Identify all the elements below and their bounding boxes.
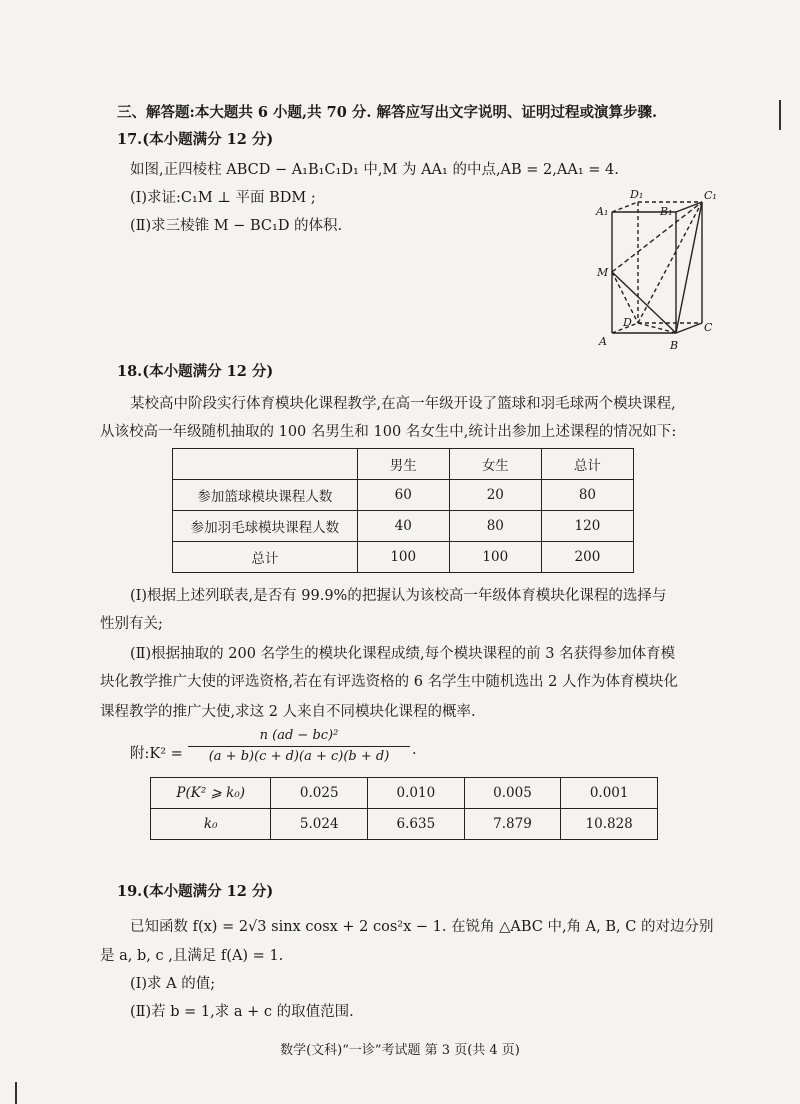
table-cell: 80 xyxy=(541,480,633,511)
label-c1: C₁ xyxy=(704,189,717,202)
label-c: C xyxy=(704,321,713,334)
formula-prefix: 附:K² = xyxy=(130,746,183,762)
label-b1: B₁ xyxy=(660,205,673,218)
label-m: M xyxy=(597,266,609,279)
fraction-bar xyxy=(188,746,410,747)
q18-part1-line1: (Ⅰ)根据上述列联表,是否有 99.9%的把握认为该校高一年级体育模块化课程的选择与 xyxy=(130,588,667,604)
label-d1: D₁ xyxy=(630,188,644,201)
q17-part2: (Ⅱ)求三棱锥 M − BC₁D 的体积. xyxy=(130,218,343,234)
table-cell: P(K² ⩾ k₀) xyxy=(151,778,271,809)
table-row xyxy=(173,511,634,542)
table-cell: 200 xyxy=(541,542,633,573)
table-cell: 60 xyxy=(357,480,449,511)
formula-denominator: (a + b)(c + d)(a + c)(b + d) xyxy=(208,749,390,764)
scan-edge-mark-top xyxy=(779,100,781,130)
table-cell: 5.024 xyxy=(271,809,368,840)
label-a: A xyxy=(599,335,607,348)
table-cell: 6.635 xyxy=(368,809,465,840)
table-cell: 10.828 xyxy=(561,809,658,840)
table-cell: 参加篮球模块课程人数 xyxy=(173,480,358,511)
q19-part1: (Ⅰ)求 A 的值; xyxy=(130,976,216,992)
q17-part1: (Ⅰ)求证:C₁M ⊥ 平面 BDM ; xyxy=(130,190,316,206)
q18-part1-line2: 性别有关; xyxy=(100,616,163,632)
table-cell: 20 xyxy=(449,480,541,511)
critical-value-table xyxy=(150,777,658,840)
table-row xyxy=(173,542,634,573)
table-header-male: 男生 xyxy=(357,449,449,480)
contingency-table xyxy=(172,448,634,573)
formula-numerator: n (ad − bc)² xyxy=(259,728,339,743)
table-header-female: 女生 xyxy=(449,449,541,480)
table-cell: 0.001 xyxy=(561,778,658,809)
table-header-total: 总计 xyxy=(541,449,633,480)
q19-stem-line2: 是 a, b, c ,且满足 f(A) = 1. xyxy=(100,948,284,964)
table-cell: 120 xyxy=(541,511,633,542)
q18-part2-line3: 课程教学的推广大使,求这 2 人来自不同模块化课程的概率. xyxy=(100,704,476,720)
table-cell: 0.010 xyxy=(368,778,465,809)
page-footer: 数学(文科)“一诊”考试题 第 3 页(共 4 页) xyxy=(280,1043,520,1058)
table-cell: 100 xyxy=(449,542,541,573)
q19-part2: (Ⅱ)若 b = 1,求 a + c 的取值范围. xyxy=(130,1004,354,1020)
table-row xyxy=(151,778,658,809)
table-cell: 7.879 xyxy=(464,809,561,840)
table-cell: k₀ xyxy=(151,809,271,840)
label-b: B xyxy=(670,339,679,352)
q18-para1: 某校高中阶段实行体育模块化课程教学,在高一年级开设了篮球和羽毛球两个模块课程, xyxy=(130,396,676,412)
q17-stem: 如图,正四棱柱 ABCD − A₁B₁C₁D₁ 中,M 为 AA₁ 的中点,AB = 2,AA₁ = 4. xyxy=(130,162,619,178)
q18-part2-line1: (Ⅱ)根据抽取的 200 名学生的模块化课程成绩,每个模块课程的前 3 名获得参加体育模 xyxy=(130,646,676,662)
q19-title: 19.(本小题满分 12 分) xyxy=(117,883,274,900)
scan-edge-mark-bottom xyxy=(15,1082,17,1104)
table-cell: 100 xyxy=(357,542,449,573)
table-cell: 参加羽毛球模块课程人数 xyxy=(173,511,358,542)
table-row xyxy=(151,809,658,840)
table-row xyxy=(173,480,634,511)
q18-para2: 从该校高一年级随机抽取的 100 名男生和 100 名女生中,统计出参加上述课程的情况如下: xyxy=(100,424,677,440)
formula-suffix: . xyxy=(412,742,417,758)
q18-part2-line2: 块化教学推广大使的评选资格,若在有评选资格的 6 名学生中随机选出 2 人作为体育模块化 xyxy=(100,674,678,690)
section-heading: 三、解答题:本大题共 6 小题,共 70 分. 解答应写出文字说明、证明过程或演算步骤. xyxy=(117,104,658,121)
table-cell: 0.005 xyxy=(464,778,561,809)
table-cell: 80 xyxy=(449,511,541,542)
table-cell: 40 xyxy=(357,511,449,542)
table-cell xyxy=(173,449,358,480)
table-cell: 总计 xyxy=(173,542,358,573)
q19-stem-line1: 已知函数 f(x) = 2√3 sinx cosx + 2 cos²x − 1. 在锐角 △ABC 中,角 A, B, C 的对边分别 xyxy=(130,919,714,935)
q17-title: 17.(本小题满分 12 分) xyxy=(117,131,274,148)
label-a1: A₁ xyxy=(596,205,609,218)
prism-figure xyxy=(590,185,730,355)
q18-title: 18.(本小题满分 12 分) xyxy=(117,363,274,380)
label-d: D xyxy=(623,316,632,329)
table-row xyxy=(173,449,634,480)
table-cell: 0.025 xyxy=(271,778,368,809)
